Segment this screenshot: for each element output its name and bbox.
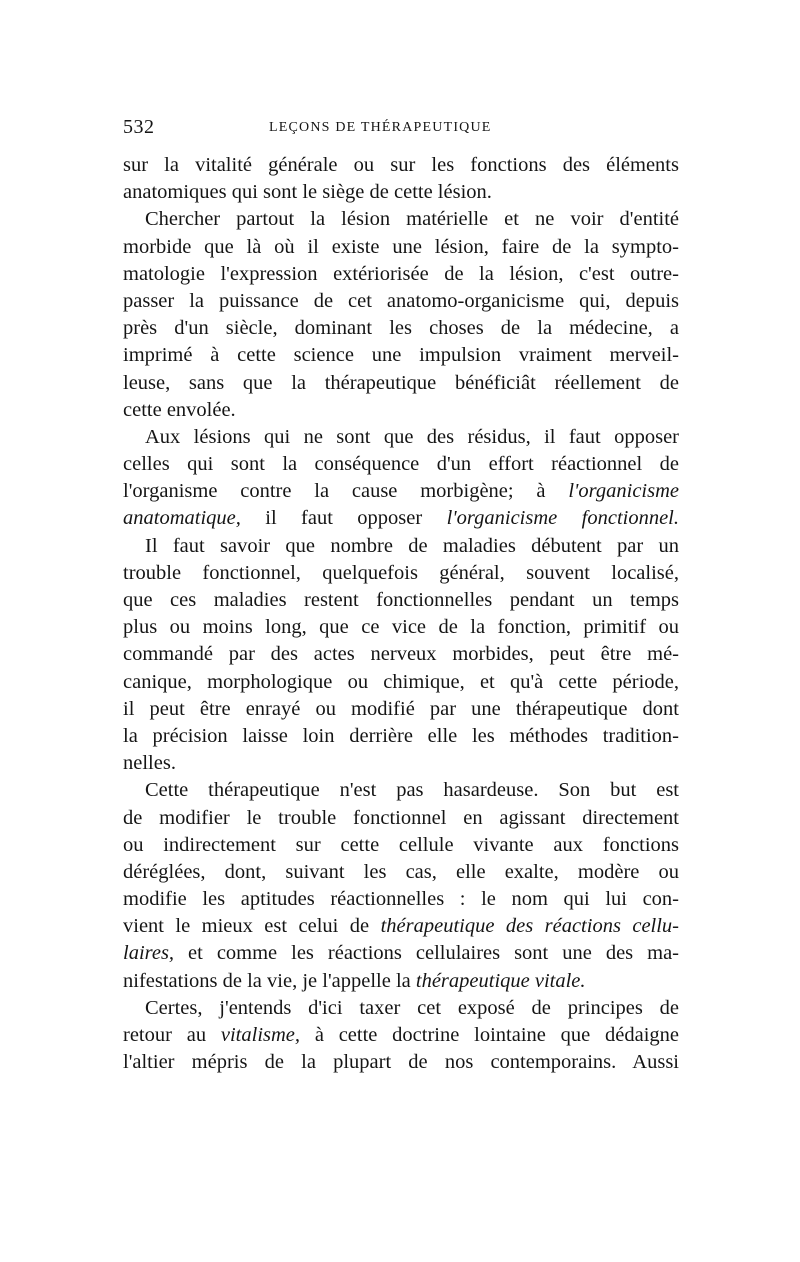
text-line: Certes, j'entends d'ici taxer cet exposé de principes de [145, 996, 679, 1019]
italic-text: thérapeutique vitale. [415, 969, 586, 992]
text-line: modifie les aptitudes réactionnelles : le nom qui lui con- [123, 888, 679, 911]
text-segment: et comme les réactions cellulaires sont une des ma- [188, 942, 679, 965]
text-line [123, 913, 679, 940]
text-line: anatomiques qui sont le siège de cette lésion. [123, 181, 492, 204]
italic-text: laires, [123, 942, 175, 965]
text-line: canique, morphologique ou chimique, et qu'à cette période, [123, 670, 679, 693]
text-segment: à cette doctrine lointaine que dédaigne [314, 1024, 680, 1046]
text-line: sur la vitalité générale ou sur les fonctions des éléments [123, 154, 679, 176]
text-line: nelles. [123, 752, 176, 775]
text-line [123, 940, 679, 967]
text-line: Il faut savoir que nombre de maladies débutent par un [145, 534, 679, 557]
text-line: que ces maladies restent fonctionnelles pendant un temps [123, 589, 679, 611]
text-line: ou indirectement sur cette cellule vivante aux fonctions [123, 833, 679, 856]
page-header [123, 116, 679, 144]
italic-text: thérapeutique des réactions cellu- [380, 915, 680, 938]
text-line: la précision laisse loin derrière elle les méthodes tradition- [123, 724, 679, 747]
text-line: morbide que là où il existe une lésion, faire de la sympto- [123, 235, 679, 258]
running-title: LEÇONS DE THÉRAPEUTIQUE [269, 120, 492, 135]
text-segment: vient le mieux est celui de [123, 915, 370, 938]
text-line: plus ou moins long, que ce vice de la fonction, primitif ou [123, 616, 679, 639]
text-line: cette envolée. [123, 398, 236, 421]
text-line: de modifier le trouble fonctionnel en agissant directement [123, 806, 679, 829]
text-segment: retour au [123, 1024, 207, 1046]
text-segment: nifestations de la vie, je l'appelle la [123, 969, 411, 992]
text-line: celles qui sont la conséquence d'un effort réactionnel de [123, 453, 679, 476]
text-line [123, 1022, 679, 1049]
text-line: déréglées, dont, suivant les cas, elle exalte, modère ou [123, 860, 679, 883]
text-segment: l'organisme contre la cause morbigène; à [123, 480, 546, 503]
text-line: l'altier mépris de la plupart de nos contemporains. Aussi [123, 1051, 679, 1074]
text-line [123, 968, 679, 995]
text-line: Cette thérapeutique n'est pas hasardeuse. Son but est [145, 779, 679, 802]
text-line: passer la puissance de cet anatomo-organicisme qui, depuis [123, 289, 679, 312]
text-segment: il faut opposer [265, 507, 423, 530]
text-line [123, 478, 679, 505]
italic-text: l'organicisme fonctionnel. [446, 507, 680, 530]
italic-text: anatomatique, [123, 507, 241, 530]
text-line: leuse, sans que la thérapeutique bénéficiât réellement de [123, 371, 679, 394]
page-number: 532 [123, 116, 155, 138]
text-line: imprimé à cette science une impulsion vraiment merveil- [123, 344, 679, 367]
body-text [123, 152, 679, 1076]
text-line: commandé par des actes nerveux morbides, peut être mé- [123, 643, 679, 666]
text-line [123, 505, 679, 532]
text-line: Chercher partout la lésion matérielle et ne voir d'entité [145, 208, 679, 231]
text-line: il peut être enrayé ou modifié par une thérapeutique dont [123, 697, 679, 720]
italic-text: l'organicisme [568, 480, 679, 503]
italic-text: vitalisme, [220, 1024, 301, 1046]
text-line: près d'un siècle, dominant les choses de la médecine, a [123, 317, 679, 340]
text-line: Aux lésions qui ne sont que des résidus, il faut opposer [145, 425, 679, 448]
text-line: trouble fonctionnel, quelquefois général, souvent localisé, [123, 561, 679, 584]
text-line: matologie l'expression extériorisée de la lésion, c'est outre- [123, 262, 679, 285]
